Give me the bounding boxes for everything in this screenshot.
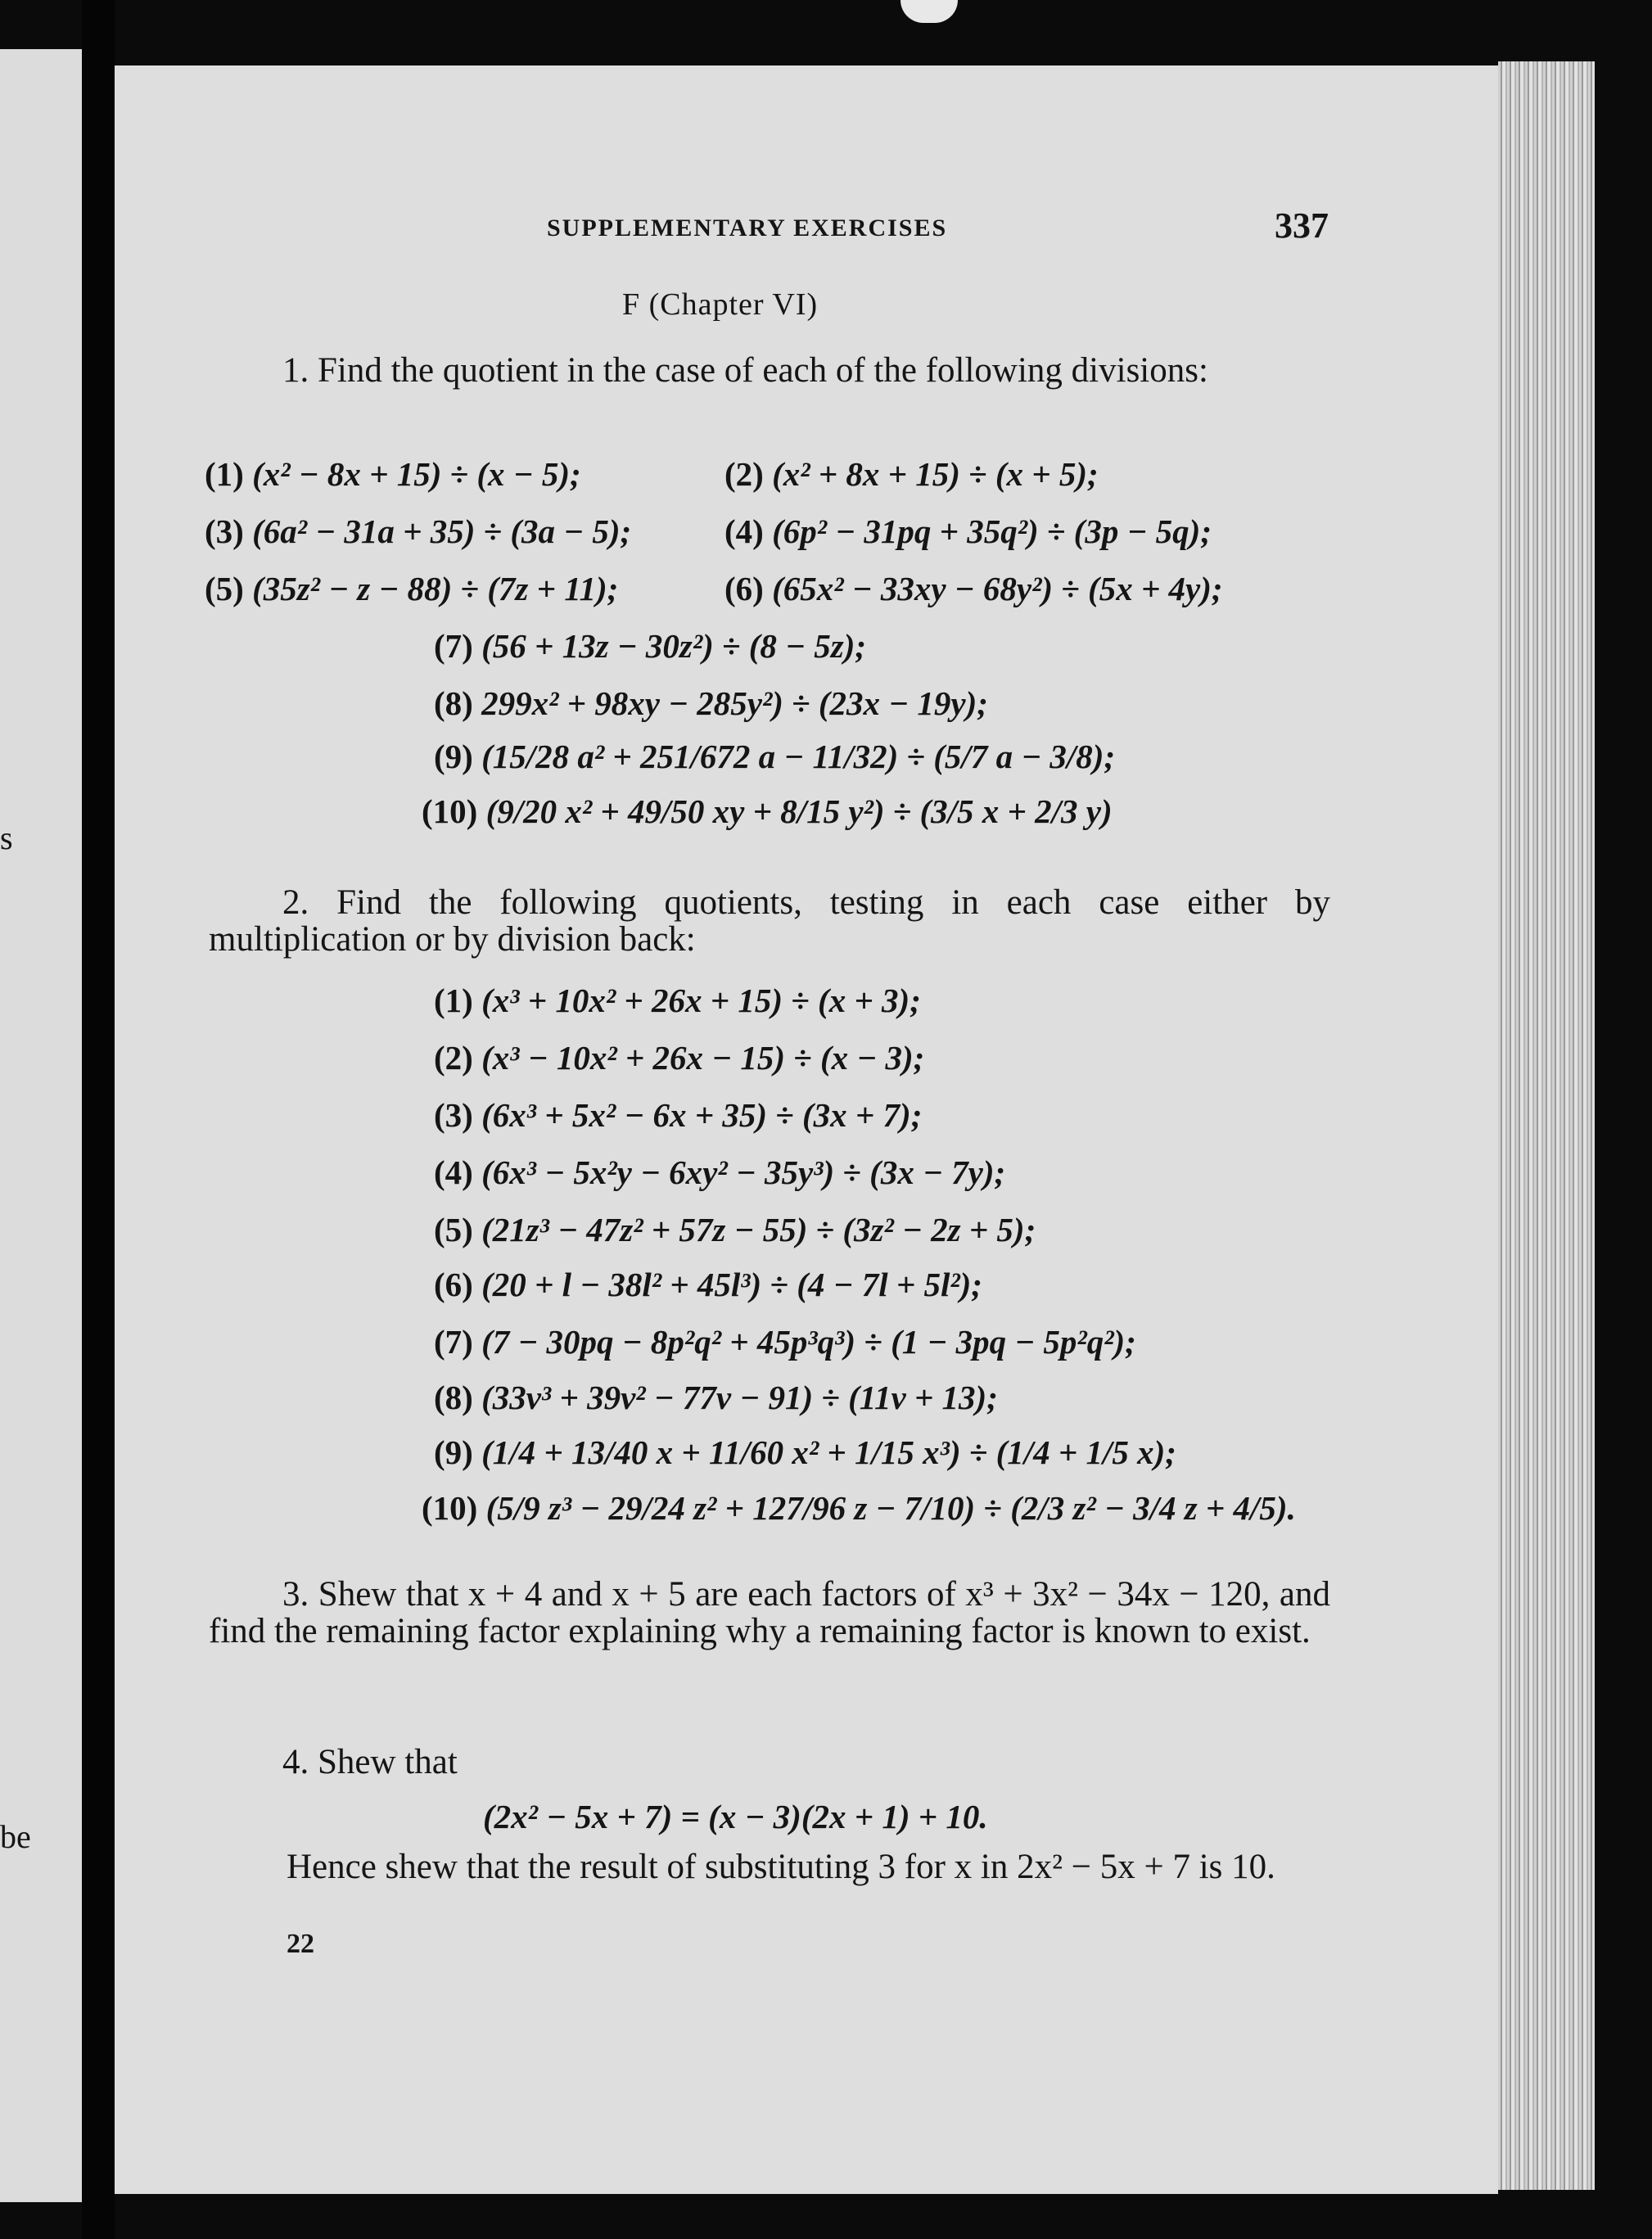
item-label: (5) <box>205 570 244 607</box>
exercise-number: 3. <box>282 1575 309 1614</box>
exercise-4-text <box>209 1744 1330 1781</box>
item-expression: (9/20 x² + 49/50 xy + 8/15 y²) ÷ (3/5 x + 2/3 y) <box>485 792 1113 830</box>
exercise-number: 4. <box>282 1743 309 1781</box>
item-expression: (x³ − 10x² + 26x − 15) ÷ (x − 3); <box>481 1039 925 1077</box>
ex1-item <box>434 684 988 723</box>
item-expression: (7 − 30pq − 8p²q² + 45p³q³) ÷ (1 − 3pq − 5p²q²); <box>481 1323 1136 1361</box>
ex1-pair-row <box>205 569 618 608</box>
exercise-number: 1. <box>282 351 309 390</box>
page-number: 337 <box>1275 205 1329 246</box>
ex2-item <box>422 1488 1296 1528</box>
item-label: (4) <box>434 1153 473 1191</box>
item-label: (6) <box>724 570 764 607</box>
exercise-number: 2. <box>282 883 309 922</box>
ex1-pair-row <box>724 512 1212 551</box>
exercise-text: Shew that <box>318 1743 458 1781</box>
item-label: (1) <box>205 455 244 493</box>
section-title: F (Chapter VI) <box>622 287 819 322</box>
item-label: (5) <box>434 1211 473 1248</box>
ex2-item <box>434 1153 1005 1192</box>
ex1-pair-row <box>205 512 631 551</box>
item-expression: (x² − 8x + 15) ÷ (x − 5); <box>252 455 581 493</box>
margin-fragment: s <box>0 819 13 856</box>
ex1-pair-row <box>724 454 1099 494</box>
item-expression: (x² + 8x + 15) ÷ (x + 5); <box>772 455 1099 493</box>
item-label: (4) <box>724 512 764 550</box>
item-label: (9) <box>434 1433 473 1471</box>
item-expression: (65x² − 33xy − 68y²) ÷ (5x + 4y); <box>772 570 1223 607</box>
item-expression: (5/9 z³ − 29/24 z² + 127/96 z − 7/10) ÷ (2/3 z² − 3/4 z + 4/5). <box>485 1489 1296 1527</box>
item-label: (7) <box>434 627 473 665</box>
page-edges <box>1498 61 1595 2190</box>
exercise-3-text <box>209 1576 1330 1650</box>
item-label: (1) <box>434 982 473 1019</box>
exercise-1-text <box>209 352 1330 389</box>
book-gutter <box>82 0 115 2239</box>
margin-fragment: be <box>0 1818 31 1855</box>
exercise-4-text-2 <box>209 1849 1330 1885</box>
equation: (2x² − 5x + 7) = (x − 3)(2x + 1) + 10. <box>483 1798 988 1835</box>
ex2-item <box>434 981 921 1020</box>
ex2-item <box>434 1322 1136 1361</box>
item-expression: (6x³ − 5x²y − 6xy² − 35y³) ÷ (3x − 7y); <box>481 1153 1006 1191</box>
item-expression: (56 + 13z − 30z²) ÷ (8 − 5z); <box>481 627 867 665</box>
exercise-4-equation <box>483 1797 988 1836</box>
exercise-text: Hence shew that the result of substituting 3 for x in 2x² − 5x + 7 is 10. <box>287 1848 1275 1886</box>
item-label: (10) <box>422 1489 478 1527</box>
ex1-item <box>422 792 1113 831</box>
item-expression: (33v³ + 39v² − 77v − 91) ÷ (11v + 13); <box>481 1379 998 1416</box>
running-header: SUPPLEMENTARY EXERCISES <box>547 214 948 242</box>
ex2-item <box>434 1433 1176 1472</box>
item-label: (9) <box>434 738 473 775</box>
left-page-edge <box>0 49 82 2202</box>
item-expression: (15/28 a² + 251/672 a − 11/32) ÷ (5/7 a − 3/8); <box>481 738 1116 775</box>
item-label: (2) <box>724 455 764 493</box>
item-expression: (x³ + 10x² + 26x + 15) ÷ (x + 3); <box>481 982 921 1019</box>
ex1-item <box>434 626 866 666</box>
ex2-item <box>434 1265 982 1304</box>
exercise-text: Shew that x + 4 and x + 5 are each factors of x³ + 3x² − 34x − 120, and find the remaining factor explaining why a remaining factor is known to exist. <box>209 1575 1331 1650</box>
ex1-pair-row <box>205 454 581 494</box>
ex2-item <box>434 1095 922 1135</box>
item-expression: (20 + l − 38l² + 45l³) ÷ (4 − 7l + 5l²); <box>481 1266 982 1303</box>
ex2-item <box>434 1038 924 1077</box>
item-label: (2) <box>434 1039 473 1077</box>
item-label: (6) <box>434 1266 473 1303</box>
item-label: (3) <box>205 512 244 550</box>
item-expression: (21z³ − 47z² + 57z − 55) ÷ (3z² − 2z + 5); <box>481 1211 1036 1248</box>
signature-mark: 22 <box>287 1929 314 1959</box>
item-expression: (6x³ + 5x² − 6x + 35) ÷ (3x + 7); <box>481 1096 923 1134</box>
ex2-item <box>434 1210 1036 1249</box>
ex2-item <box>434 1378 998 1417</box>
ex1-pair-row <box>724 569 1223 608</box>
item-label: (10) <box>422 792 478 830</box>
exercise-text: Find the following quotients, testing in each case either by multiplication or by division back: <box>209 883 1330 959</box>
item-expression: (35z² − z − 88) ÷ (7z + 11); <box>252 570 619 607</box>
exercise-2-text <box>209 884 1330 958</box>
item-label: (7) <box>434 1323 473 1361</box>
exercise-text: Find the quotient in the case of each of the following divisions: <box>318 351 1208 390</box>
item-expression: 299x² + 98xy − 285y²) ÷ (23x − 19y); <box>481 684 988 722</box>
item-label: (8) <box>434 684 473 722</box>
ex1-item <box>434 737 1115 776</box>
item-expression: (6p² − 31pq + 35q²) ÷ (3p − 5q); <box>772 512 1212 550</box>
item-label: (3) <box>434 1096 473 1134</box>
top-tab-scrap <box>900 0 958 23</box>
item-label: (8) <box>434 1379 473 1416</box>
item-expression: (1/4 + 13/40 x + 11/60 x² + 1/15 x³) ÷ (1/4 + 1/5 x); <box>481 1433 1176 1471</box>
item-expression: (6a² − 31a + 35) ÷ (3a − 5); <box>252 512 632 550</box>
